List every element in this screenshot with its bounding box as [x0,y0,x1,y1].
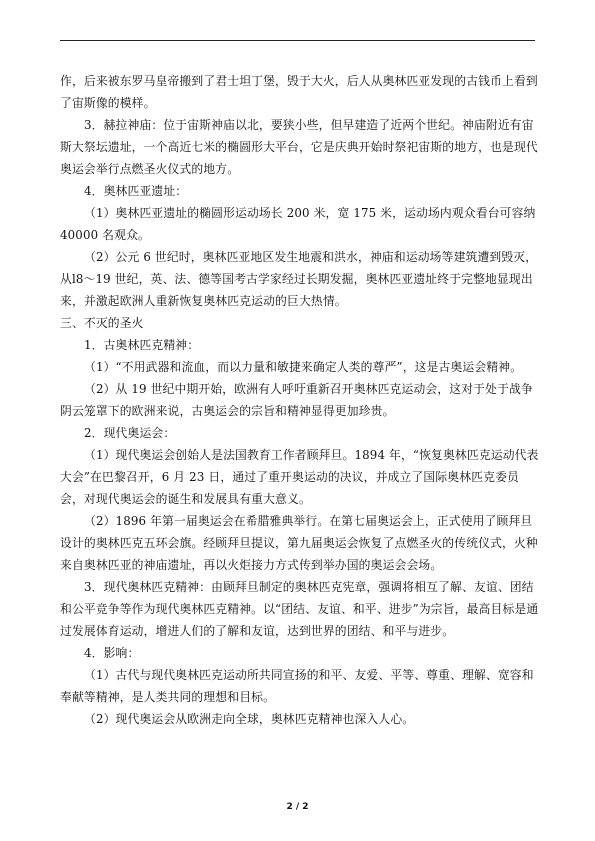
paragraph-modern-spirit: 3．现代奥林匹克精神：由顾拜旦制定的奥林匹克宪章，强调将相互了解、友谊、团结和公平竞争等作为现代奥林匹克精神。以“团结、友谊、和平、进步”为宗旨，最高目标是通过发展体育运动，增进人们的了解和友谊，达到世界的团结、和平与进步。 [60,580,539,638]
paragraph-influence-2: （2）现代奥运会从欧洲走向全球，奥林匹克精神也深入人心。 [84,712,415,726]
page-number: 2 / 2 [286,802,309,812]
paragraph-modern-2: （2）1896 年第一届奥运会在希腊雅典举行。在第七届奥运会上，正式使用了顾拜旦设计的奥林匹克五环会旗。经顾拜旦提议，第九届奥运会恢复了点燃圣火的传统仪式，火种来自奥林匹亚的神庙遗址，再以火炬接力方式传到举办国的奥运会会场。 [60,514,538,572]
paragraph-ancient-spirit-2: （2）从 19 世纪中期开始，欧洲有人呼吁重新召开奥林匹克运动会，这对于处于战争阴云笼罩下的欧洲来说，古奥运会的宗旨和精神显得更加珍贵。 [60,382,533,418]
paragraph-continuation: 作，后来被东罗马皇帝搬到了君士坦丁堡，毁于大火，后人从奥林匹亚发现的古钱币上看到了宙斯像的模样。 [60,74,538,110]
heading-ancient-spirit: 1．古奥林匹克精神： [84,338,200,352]
paragraph-ancient-spirit-1: （1）“不用武器和流血，而以力量和敏捷来确定人类的尊严”，这是古奥运会精神。 [84,360,523,374]
heading-influence: 4．影响： [84,646,140,660]
paragraph-influence-1: （1）古代与现代奥林匹克运动所共同宣扬的和平、友爱、平等、尊重、理解、宽容和奉献等精神，是人类共同的理想和目标。 [60,668,534,704]
paragraph-hera-temple: 3．赫拉神庙：位于宙斯神庙以北，要狭小些，但早建造了近两个世纪。神庙附近有宙斯大祭坛遗址，一个高近七米的椭圆形大平台，它是庆典开始时祭祀宙斯的地方，也是现代奥运会举行点燃圣火仪式的地方。 [60,118,538,176]
paragraph-earthquake: （2）公元 6 世纪时，奥林匹亚地区发生地震和洪水，神庙和运动场等建筑遭到毁灭，从l8～19 世纪，英、法、德等国考古学家经过长期发掘，奥林匹亚遗址终于完整地显现出来，并激起欧洲人重新恢复奥林匹克运动的巨大热情。 [60,250,538,308]
document-body [60,70,540,730]
header-rule [60,40,535,41]
section-heading-eternal-flame: 三、不灭的圣火 [60,316,144,330]
heading-olympia-site: 4．奥林匹亚遗址： [84,184,188,198]
paragraph-stadium: （1）奥林匹亚遗址的椭圆形运动场长 200 米，宽 175 米，运动场内观众看台可容纳 40000 名观众。 [60,206,536,242]
paragraph-modern-1: （1）现代奥运会创始人是法国教育工作者顾拜旦。1894 年，“恢复奥林匹克运动代表大会”在巴黎召开，6 月 23 日，通过了重开奥运动的决议，并成立了国际奥林匹克委员会，对现代奥运会的诞生和发展具有重大意义。 [60,448,539,506]
heading-modern-olympics: 2．现代奥运会： [84,426,176,440]
